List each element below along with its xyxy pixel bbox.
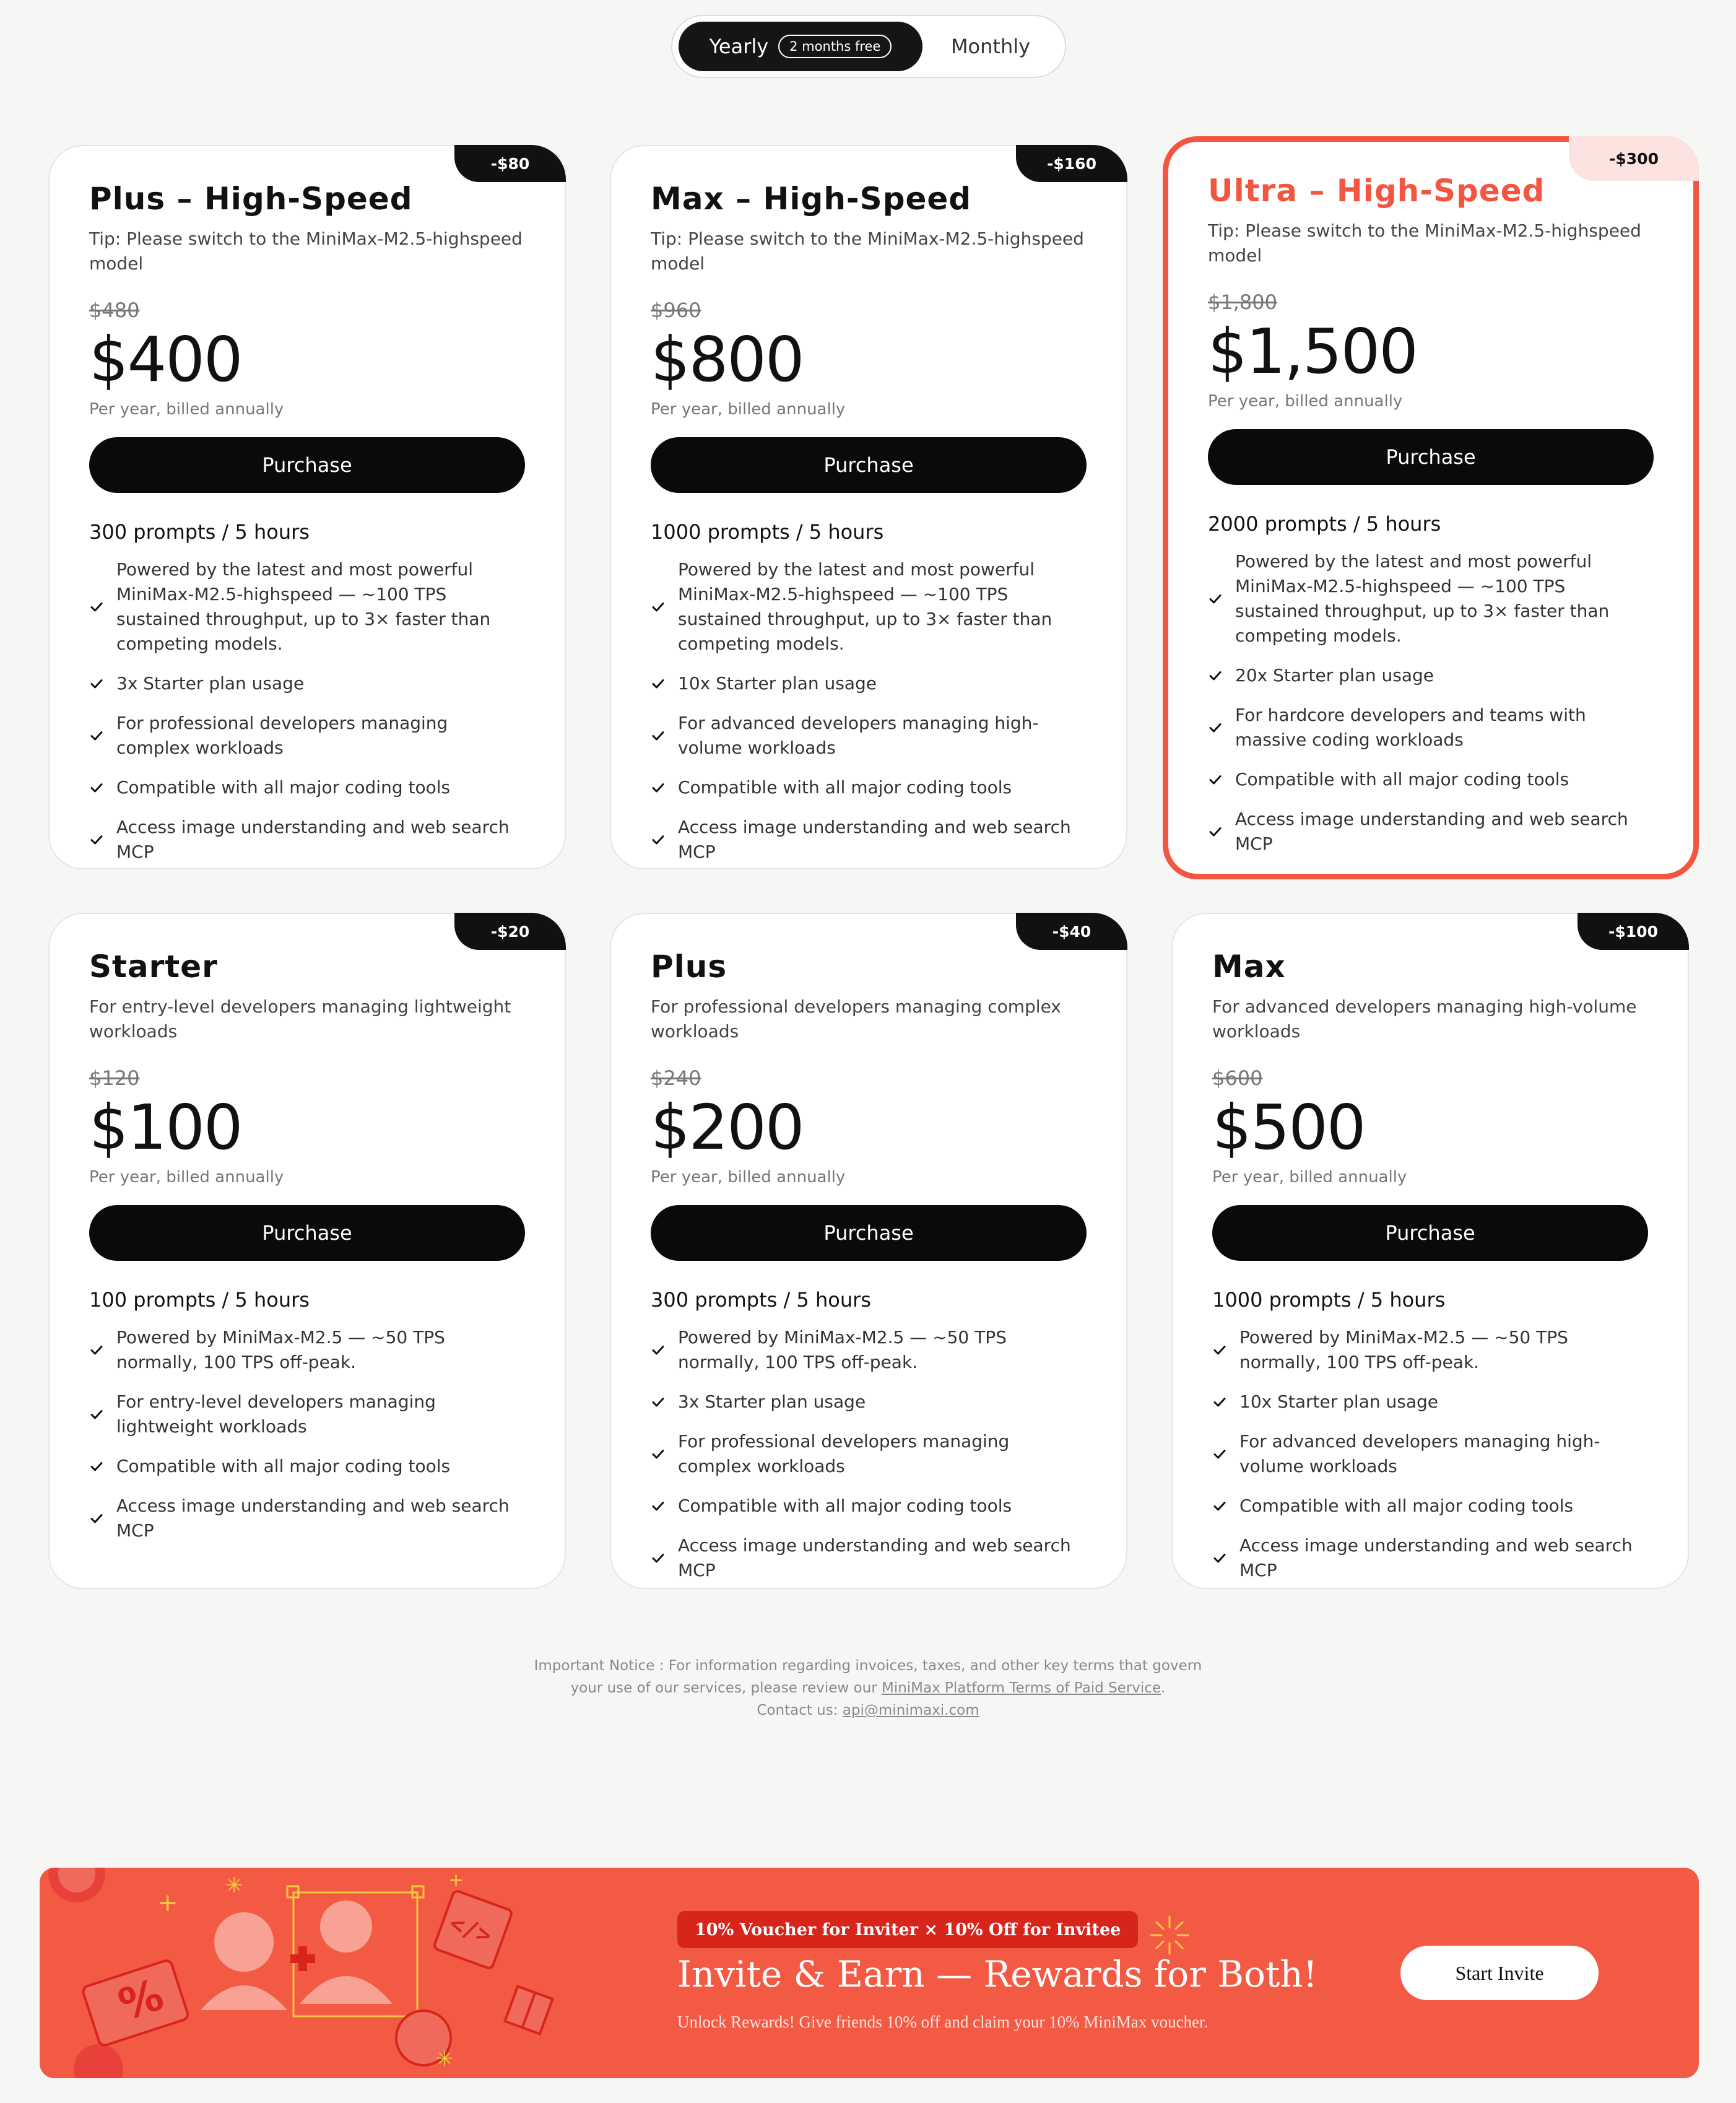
prompt-quota: 300 prompts / 5 hours — [89, 520, 310, 544]
check-icon — [89, 832, 104, 847]
feature-item — [1212, 1494, 1648, 1518]
check-icon — [89, 1459, 104, 1474]
prompt-quota: 2000 prompts / 5 hours — [1208, 512, 1441, 536]
plan-name: Starter — [89, 949, 218, 985]
feature-item — [1208, 663, 1654, 688]
plan-card — [1171, 913, 1689, 1589]
check-icon — [1212, 1343, 1227, 1357]
plan-card — [48, 913, 566, 1589]
feature-list — [1212, 1325, 1648, 1583]
feature-text: Compatible with all major coding tools — [678, 777, 1012, 798]
feature-text: 10x Starter plan usage — [678, 673, 877, 694]
check-icon — [1208, 824, 1223, 839]
check-icon — [1212, 1447, 1227, 1461]
feature-text: For advanced developers managing high-volume workloads — [1239, 1431, 1600, 1476]
feature-list — [89, 1325, 525, 1543]
svg-text:+: + — [157, 1889, 178, 1917]
banner-subtitle: Unlock Rewards! Give friends 10% off and claim your 10% MiniMax voucher. — [677, 2013, 1209, 2031]
feature-item — [89, 711, 525, 760]
check-icon — [651, 599, 666, 614]
feature-text: Compatible with all major coding tools — [678, 1496, 1012, 1516]
feature-text: 3x Starter plan usage — [678, 1391, 866, 1412]
plan-name: Plus — [651, 949, 727, 985]
purchase-button[interactable]: Purchase — [1212, 1205, 1648, 1261]
plan-price: $100 — [89, 1091, 242, 1164]
invite-illustration — [40, 1868, 597, 2078]
important-notice — [526, 1655, 1210, 1722]
check-icon — [1208, 668, 1223, 683]
purchase-button[interactable]: Purchase — [89, 1205, 525, 1261]
discount-badge: -$20 — [454, 913, 566, 950]
feature-list — [651, 557, 1087, 864]
feature-text: Compatible with all major coding tools — [116, 777, 451, 798]
feature-item — [651, 1429, 1087, 1479]
billing-toggle — [671, 15, 1066, 78]
check-icon — [1212, 1395, 1227, 1409]
original-price: $240 — [651, 1066, 701, 1090]
discount-badge: -$300 — [1569, 136, 1699, 181]
feature-item — [89, 1325, 525, 1375]
discount-badge: -$80 — [454, 145, 566, 182]
plan-price: $1,500 — [1208, 315, 1417, 388]
plan-description: For professional developers managing complex workloads — [651, 996, 1061, 1042]
check-icon — [651, 1551, 666, 1565]
feature-item — [651, 815, 1087, 864]
check-icon — [1208, 772, 1223, 787]
contact-email-link[interactable]: api@minimaxi.com — [842, 1702, 979, 1718]
feature-text: Access image understanding and web search MCP — [116, 1496, 510, 1541]
check-icon — [1208, 591, 1223, 606]
feature-item — [1212, 1429, 1648, 1479]
feature-text: Compatible with all major coding tools — [116, 1456, 451, 1476]
plan-card — [48, 145, 566, 869]
plan-name: Plus – High-Speed — [89, 181, 413, 217]
feature-text: For hardcore developers and teams with massive coding workloads — [1235, 705, 1586, 750]
check-icon — [89, 728, 104, 743]
feature-text: 20x Starter plan usage — [1235, 665, 1434, 686]
feature-item — [651, 1494, 1087, 1518]
invite-banner — [40, 1868, 1699, 2078]
feature-item — [1208, 807, 1654, 856]
feature-item — [1208, 767, 1654, 792]
check-icon — [89, 676, 104, 691]
billing-note: Per year, billed annually — [651, 400, 846, 419]
feature-item — [89, 1454, 525, 1479]
billing-note: Per year, billed annually — [89, 1168, 284, 1186]
plan-card — [610, 913, 1127, 1589]
check-icon — [89, 599, 104, 614]
contact-label: Contact us: — [757, 1702, 843, 1718]
plan-name: Ultra – High-Speed — [1208, 173, 1545, 209]
check-icon — [651, 1447, 666, 1461]
sparkle-icon — [1148, 1914, 1191, 1957]
purchase-button[interactable]: Purchase — [651, 437, 1087, 493]
original-price: $1,800 — [1208, 290, 1277, 314]
feature-text: Powered by MiniMax-M2.5 — ~50 TPS normally, 100 TPS off-peak. — [678, 1327, 1007, 1372]
feature-item — [1212, 1325, 1648, 1375]
plan-description: Tip: Please switch to the MiniMax-M2.5-highspeed model — [89, 229, 523, 274]
plan-description: For advanced developers managing high-volume workloads — [1212, 996, 1637, 1042]
feature-text: Compatible with all major coding tools — [1235, 769, 1569, 790]
feature-text: For entry-level developers managing lightweight workloads — [116, 1391, 436, 1437]
plan-price: $200 — [651, 1091, 804, 1164]
original-price: $600 — [1212, 1066, 1263, 1090]
check-icon — [1212, 1499, 1227, 1513]
feature-text: Access image understanding and web search MCP — [678, 817, 1071, 862]
feature-item — [1208, 703, 1654, 752]
check-icon — [651, 728, 666, 743]
prompt-quota: 1000 prompts / 5 hours — [1212, 1288, 1446, 1312]
billing-note: Per year, billed annually — [1208, 392, 1403, 411]
start-invite-button[interactable]: Start Invite — [1400, 1946, 1599, 2000]
svg-text:✳: ✳ — [225, 1873, 243, 1898]
feature-item — [651, 1325, 1087, 1375]
check-icon — [651, 780, 666, 795]
feature-text: Compatible with all major coding tools — [1239, 1496, 1574, 1516]
prompt-quota: 1000 prompts / 5 hours — [651, 520, 884, 544]
check-icon — [1212, 1551, 1227, 1565]
check-icon — [651, 1343, 666, 1357]
feature-item — [89, 775, 525, 800]
voucher-tag: 10% Voucher for Inviter × 10% Off for Invitee — [677, 1911, 1138, 1948]
check-icon — [89, 780, 104, 795]
svg-text:✳: ✳ — [436, 2047, 454, 2071]
feature-item — [89, 1494, 525, 1543]
plan-name: Max – High-Speed — [651, 181, 972, 217]
terms-of-paid-service-link[interactable]: MiniMax Platform Terms of Paid Service — [881, 1680, 1161, 1696]
billing-note: Per year, billed annually — [651, 1168, 846, 1186]
feature-item — [89, 815, 525, 864]
feature-text: Access image understanding and web search MCP — [116, 817, 510, 862]
plan-price: $800 — [651, 323, 804, 396]
check-icon — [89, 1511, 104, 1526]
feature-item — [89, 671, 525, 696]
feature-item — [651, 671, 1087, 696]
yearly-label: Yearly — [709, 35, 769, 58]
notice-text: Important Notice : For information regarding invoices, taxes, and other key terms that govern your use of our services, please review our — [534, 1658, 1202, 1696]
feature-item — [1212, 1533, 1648, 1583]
yearly-toggle-button[interactable] — [679, 22, 922, 71]
feature-text: Powered by the latest and most powerful MiniMax-M2.5-highspeed — ~100 TPS sustained throughput, up to 3× faster than competing models. — [678, 559, 1052, 654]
check-icon — [1208, 720, 1223, 735]
feature-text: 3x Starter plan usage — [116, 673, 305, 694]
feature-item — [651, 1533, 1087, 1583]
feature-text: Powered by MiniMax-M2.5 — ~50 TPS normally, 100 TPS off-peak. — [1239, 1327, 1568, 1372]
purchase-button[interactable]: Purchase — [1208, 429, 1654, 485]
feature-item — [651, 1390, 1087, 1414]
feature-text: Access image understanding and web search MCP — [1235, 809, 1628, 854]
feature-item — [651, 775, 1087, 800]
prompt-quota: 100 prompts / 5 hours — [89, 1288, 310, 1312]
billing-note: Per year, billed annually — [89, 400, 284, 419]
feature-list — [1208, 549, 1654, 856]
feature-text: Powered by MiniMax-M2.5 — ~50 TPS normally, 100 TPS off-peak. — [116, 1327, 445, 1372]
feature-text: Powered by the latest and most powerful MiniMax-M2.5-highspeed — ~100 TPS sustained throughput, up to 3× faster than competing models. — [116, 559, 491, 654]
feature-item — [1208, 549, 1654, 648]
check-icon — [651, 676, 666, 691]
banner-title: Invite & Earn — Rewards for Both! — [677, 1953, 1317, 1995]
feature-text: Powered by the latest and most powerful MiniMax-M2.5-highspeed — ~100 TPS sustained throughput, up to 3× faster than competing models. — [1235, 551, 1610, 646]
monthly-toggle-button[interactable]: Monthly — [950, 35, 1031, 58]
plan-price: $400 — [89, 323, 242, 396]
feature-list — [651, 1325, 1087, 1583]
billing-note: Per year, billed annually — [1212, 1168, 1407, 1186]
purchase-button[interactable]: Purchase — [89, 437, 525, 493]
discount-badge: -$40 — [1016, 913, 1127, 950]
plan-description: Tip: Please switch to the MiniMax-M2.5-highspeed model — [651, 229, 1084, 274]
plan-description: Tip: Please switch to the MiniMax-M2.5-highspeed model — [1208, 220, 1641, 266]
two-months-free-badge: 2 months free — [778, 35, 892, 58]
feature-text: For advanced developers managing high-volume workloads — [678, 713, 1039, 758]
discount-badge: -$160 — [1016, 145, 1127, 182]
feature-item — [651, 557, 1087, 656]
feature-text: For professional developers managing complex workloads — [116, 713, 448, 758]
plan-price: $500 — [1212, 1091, 1365, 1164]
notice-period: . — [1161, 1680, 1166, 1696]
feature-item — [651, 711, 1087, 760]
feature-list — [89, 557, 525, 864]
check-icon — [651, 832, 666, 847]
feature-text: For professional developers managing complex workloads — [678, 1431, 1010, 1476]
original-price: $120 — [89, 1066, 140, 1090]
check-icon — [651, 1499, 666, 1513]
feature-text: 10x Starter plan usage — [1239, 1391, 1438, 1412]
original-price: $960 — [651, 298, 701, 322]
svg-text:+: + — [448, 1870, 464, 1891]
purchase-button[interactable]: Purchase — [651, 1205, 1087, 1261]
check-icon — [89, 1343, 104, 1357]
feature-item — [89, 1390, 525, 1439]
feature-item — [1212, 1390, 1648, 1414]
plan-card — [1163, 136, 1699, 879]
original-price: $480 — [89, 298, 140, 322]
plan-card — [610, 145, 1127, 869]
check-icon — [651, 1395, 666, 1409]
check-icon — [89, 1407, 104, 1422]
feature-text: Access image understanding and web search MCP — [1239, 1535, 1633, 1580]
discount-badge: -$100 — [1578, 913, 1689, 950]
plan-name: Max — [1212, 949, 1286, 985]
svg-text:</>: </> — [446, 1909, 495, 1950]
feature-item — [89, 557, 525, 656]
feature-text: Access image understanding and web search MCP — [678, 1535, 1071, 1580]
plan-description: For entry-level developers managing lightweight workloads — [89, 996, 511, 1042]
prompt-quota: 300 prompts / 5 hours — [651, 1288, 871, 1312]
svg-text:%: % — [112, 1969, 170, 2031]
